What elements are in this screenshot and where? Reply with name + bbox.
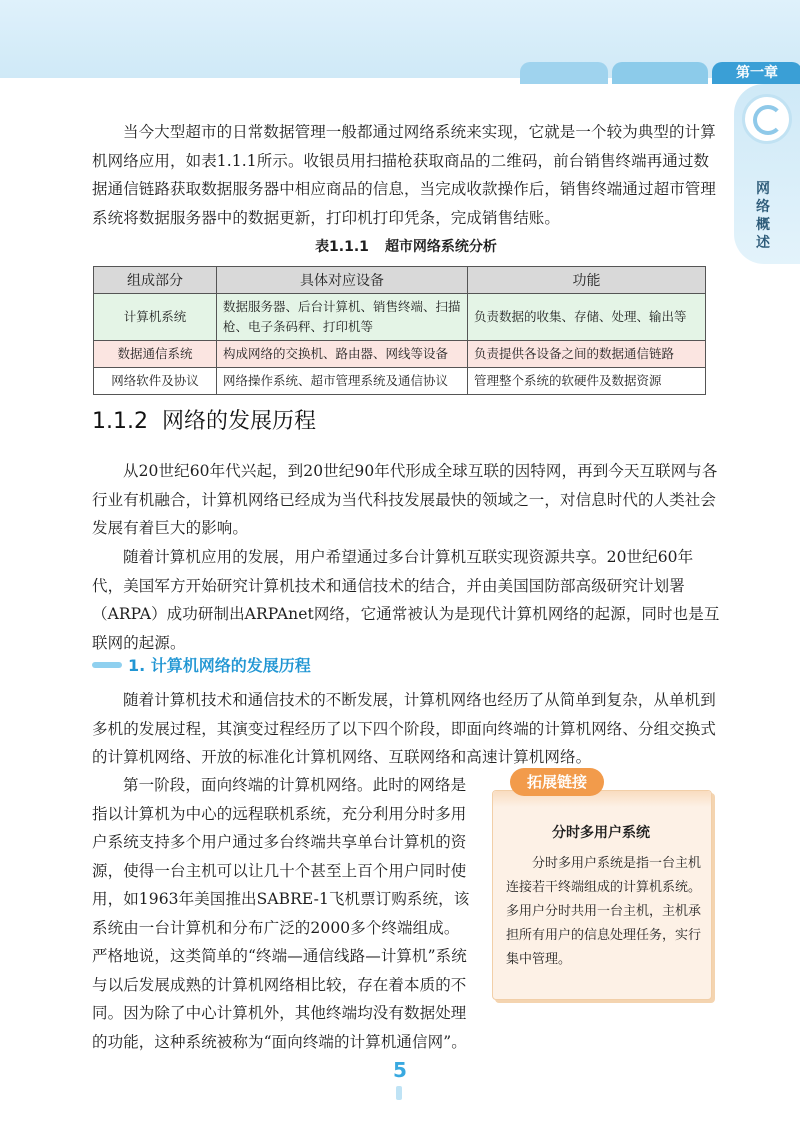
page-number-bar [396,1086,402,1100]
section-paragraph-1: 从20世纪60年代兴起，到20世纪90年代形成全球互联的因特网，再到今天互联网与各行业有机融合，计算机网络已经成为当代科技发展最快的领域之一，对信息时代的人类社会发展有着巨大的影响。 [92,462,718,537]
heading-bar-icon [92,662,122,668]
side-chapter-label: 网络概述 [756,181,770,251]
table-row [94,294,706,341]
chapter-tab-decor-2 [612,62,708,84]
subsection-title: 1. 计算机网络的发展历程 [128,656,311,675]
extension-title: 分时多用户系统 [552,825,650,841]
table-header-row [94,267,706,294]
chapter-tab-decor-1 [520,62,608,84]
chapter-label: 第一章 [712,62,800,84]
section-title: 网络的发展历程 [161,409,316,434]
table-cell: 负责数据的收集、存储、处理、输出等 [468,294,706,341]
table-cell: 数据通信系统 [94,341,217,368]
subsection-paragraph: 随着计算机技术和通信技术的不断发展，计算机网络也经历了从简单到复杂，从单机到多机的发展过程，其演变过程经历了以下四个阶段，即面向终端的计算机网络、分组交换式的计算机网络、开放的标准化计算机网络、互联网络和高速计算机网络。 [92,691,717,766]
table-cell: 计算机系统 [94,294,217,341]
extension-body: 分时多用户系统是指一台主机连接若干终端组成的计算机系统。多用户分时共用一台主机，主机承担所有用户的信息处理任务，实行集中管理。 [506,856,702,967]
page-number: 5 [393,1058,407,1082]
subsection-heading [92,653,311,676]
table-cell: 网络操作系统、超市管理系统及通信协议 [217,368,468,395]
section-number: 1.1.2 [92,409,148,434]
table-row [94,341,706,368]
table-caption-number: 表1.1.1 [315,239,369,255]
table-cell: 构成网络的交换机、路由器、网线等设备 [217,341,468,368]
side-chapter-tab [734,84,800,264]
chapter-ring-icon [742,94,792,144]
table-row [94,368,706,395]
extension-tag: 拓展链接 [510,768,604,796]
network-analysis-table [93,266,706,395]
intro-paragraph: 当今大型超市的日常数据管理一般都通过网络系统来实现，它就是一个较为典型的计算机网络应用，如表1.1.1所示。收银员用扫描枪获取商品的二维码，前台销售终端再通过数据通信链路获取数据服务器中相应商品的信息，当完成收款操作后，销售终端通过超市管理系统将数据服务器中的数据更新，打印机打印凭条，完成销售结账。 [92,123,717,227]
section-paragraph-2: 随着计算机应用的发展，用户希望通过多台计算机互联实现资源共享。20世纪60年代，美国军方开始研究计算机技术和通信技术的结合，并由美国国防部高级研究计划署（ARPA）成功研制出ARPAnet网络，它通常被认为是现代计算机网络的起源，同时也是互联网的起源。 [92,548,720,652]
table-cell: 负责提供各设备之间的数据通信链路 [468,341,706,368]
table-cell: 网络软件及协议 [94,368,217,395]
table-header-cell: 组成部分 [94,267,217,294]
table-caption-title: 超市网络系统分析 [384,239,497,255]
table-cell: 数据服务器、后台计算机、销售终端、扫描枪、电子条码秤、打印机等 [217,294,468,341]
section-heading [92,404,316,435]
table-caption [92,236,720,256]
table-cell: 管理整个系统的软硬件及数据资源 [468,368,706,395]
chapter-tabs [520,62,800,84]
stage-one-paragraph: 第一阶段，面向终端的计算机网络。此时的网络是指以计算机为中心的远程联机系统，充分利用分时多用户系统支持多个用户通过多台终端共享单台计算机的资源，使得一台主机可以让几十个甚至上百个用户同时使用，如1963年美国推出SABRE-1飞机票订购系统，该系统由一台计算机和分布广泛的2000多个终端组成。严格地说，这类简单的“终端—通信线路—计算机”系统与以后发展成熟的计算机网络相比较，存在着本质的不同。因为除了中心计算机外，其他终端均没有数据处理的功能，这种系统被称为“面向终端的计算机通信网”。 [92,776,470,1051]
table-header-cell: 具体对应设备 [217,267,468,294]
table-header-cell: 功能 [468,267,706,294]
